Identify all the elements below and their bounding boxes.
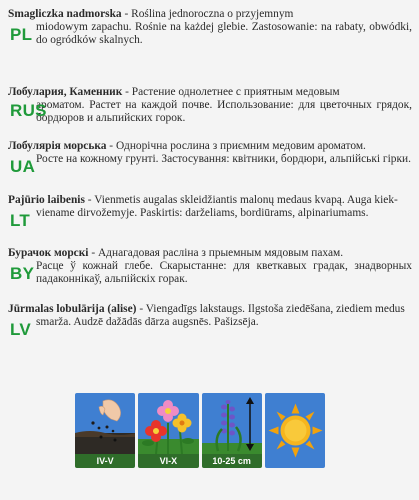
description (8, 86, 412, 126)
plant-name: Лобулярія морська (8, 140, 107, 152)
sowing-icon (75, 393, 135, 454)
description-rest: smarža. Audzē dažādās dārza augsnēs. Pašizsēja. (36, 316, 259, 329)
description (8, 303, 412, 329)
flowering-tile (138, 393, 198, 468)
sun-tile (265, 393, 325, 468)
height-icon (202, 393, 262, 454)
section-rus (8, 86, 412, 126)
description-line1: - Vienmetis augalas skleidžiantis malonų medaus kvapą. Auga kiek- (84, 194, 398, 206)
growing-info-strip (75, 393, 325, 468)
description (8, 140, 412, 166)
plant-name: Jūrmalas lobulārija (alise) (8, 303, 137, 315)
height-tile (202, 393, 262, 468)
plant-name: Лобулария, Каменник (8, 86, 123, 98)
plant-name: Бурачок морскі (8, 247, 89, 259)
sowing-period: IV-V (75, 454, 135, 468)
description (8, 8, 412, 48)
sun-icon (265, 393, 325, 468)
description-rest: ароматом. Растет на каждой почве. Использование: для цветочных грядок, бордюров и альпийских горок. (36, 99, 412, 125)
language-code: BY (10, 264, 35, 283)
description-line1: - Viengadīgs lakstaugs. Ilgstoša ziedēšana, ziediem medus (136, 303, 405, 315)
plant-name: Smagliczka nadmorska (8, 8, 122, 20)
section-pl (8, 8, 412, 48)
sowing-tile (75, 393, 135, 468)
section-by (8, 247, 412, 287)
language-code: UA (10, 157, 36, 176)
description (8, 247, 412, 287)
description-rest: Расце ў кожнай глебе. Скарыстанне: для кветкавых градак, знадворных падаконнікаў, альпійскіх горак. (36, 260, 412, 286)
language-code: LT (10, 211, 31, 230)
description (8, 194, 412, 220)
description-line1: - Roślina jednoroczna o przyjemnym (121, 8, 294, 20)
description-line1: - Аднагадовая расліна з прыемным мядовым пахам. (88, 247, 344, 259)
description-rest: miodowym zapachu. Rośnie na każdej glebie. Zastosowanie: na rabaty, obwódki, do ogródków skalnych. (36, 21, 412, 47)
plant-height: 10-25 cm (202, 454, 262, 468)
description-line1: - Растение однолетнее с приятным медовым (122, 86, 340, 98)
description-line1: - Однорічна рослина з приємним медовим ароматом. (106, 140, 366, 152)
language-code: RUS (10, 101, 47, 120)
flowering-period: VI-X (138, 454, 198, 468)
language-code: LV (10, 320, 32, 339)
flowering-icon (138, 393, 198, 454)
description-rest: Росте на кожному грунті. Застосування: квітники, бордюри, альпійські гірки. (36, 153, 411, 166)
section-ua (8, 140, 412, 176)
section-lt (8, 194, 412, 230)
plant-name: Pajūrio laibenis (8, 194, 85, 206)
language-code: PL (10, 25, 33, 44)
section-lv (8, 303, 412, 339)
description-rest: viename dirvožemyje. Paskirtis: darželiams, bordiūrams, alpinariumams. (36, 207, 369, 220)
